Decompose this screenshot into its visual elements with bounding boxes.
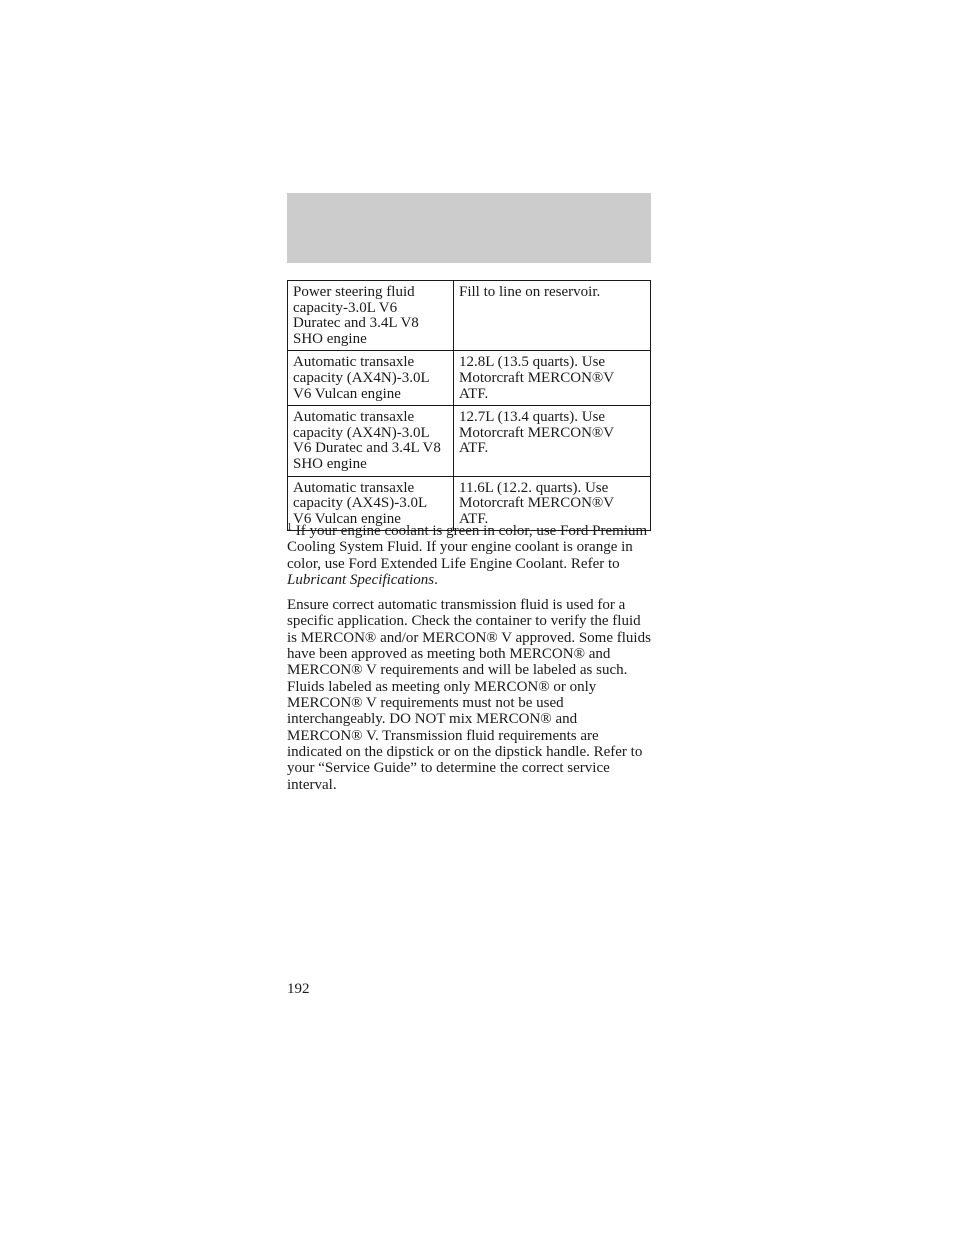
coolant-footnote [287, 523, 651, 588]
section-header-band [287, 193, 651, 263]
table-cell-item: Power steering fluid capacity-3.0L V6 Duratec and 3.4L V8 SHO engine [288, 281, 454, 351]
footnote-marker: 1 [287, 522, 292, 533]
footnote-end: . [434, 571, 438, 588]
table-cell-spec: 12.8L (13.5 quarts). Use Motorcraft MERCON®V ATF. [454, 351, 651, 406]
table-row [288, 281, 651, 351]
page-number: 192 [287, 981, 310, 997]
table-cell-item: Automatic transaxle capacity (AX4N)-3.0L V6 Duratec and 3.4L V8 SHO engine [288, 406, 454, 476]
table-row [288, 406, 651, 476]
table-cell-spec: 11.6L (12.2. quarts). Use Motorcraft MERCON®V ATF. [454, 476, 651, 531]
table-cell-item: Automatic transaxle capacity (AX4S)-3.0L V6 Vulcan engine [288, 476, 454, 531]
footnote-reference: Lubricant Specifications [287, 571, 435, 588]
table-cell-spec: Fill to line on reservoir. [454, 281, 651, 351]
transmission-fluid-paragraph: Ensure correct automatic transmission fluid is used for a specific application. Check the container to verify the fluid is MERCON® and/or MERCON® V approved. Some fluids have been approved as meeting both MERCON® and MERCON® V requirements and will be labeled as such. Fluids labeled as meeting only MERCON® or only MERCON® V requirements must not be used interchangeably. DO NOT mix MERCON® and MERCON® V. Transmission fluid requirements are indicated on the dipstick or on the dipstick handle. Refer to your “Service Guide” to determine the correct service interval. [287, 597, 651, 793]
table-row [288, 351, 651, 406]
table-cell-spec: 12.7L (13.4 quarts). Use Motorcraft MERCON®V ATF. [454, 406, 651, 476]
capacity-table [287, 280, 651, 531]
footnote-text: If your engine coolant is green in color, use Ford Premium Cooling System Fluid. If your engine coolant is orange in color, use Ford Extended Life Engine Coolant. Refer to [287, 523, 648, 572]
table-cell-item: Automatic transaxle capacity (AX4N)-3.0L V6 Vulcan engine [288, 351, 454, 406]
